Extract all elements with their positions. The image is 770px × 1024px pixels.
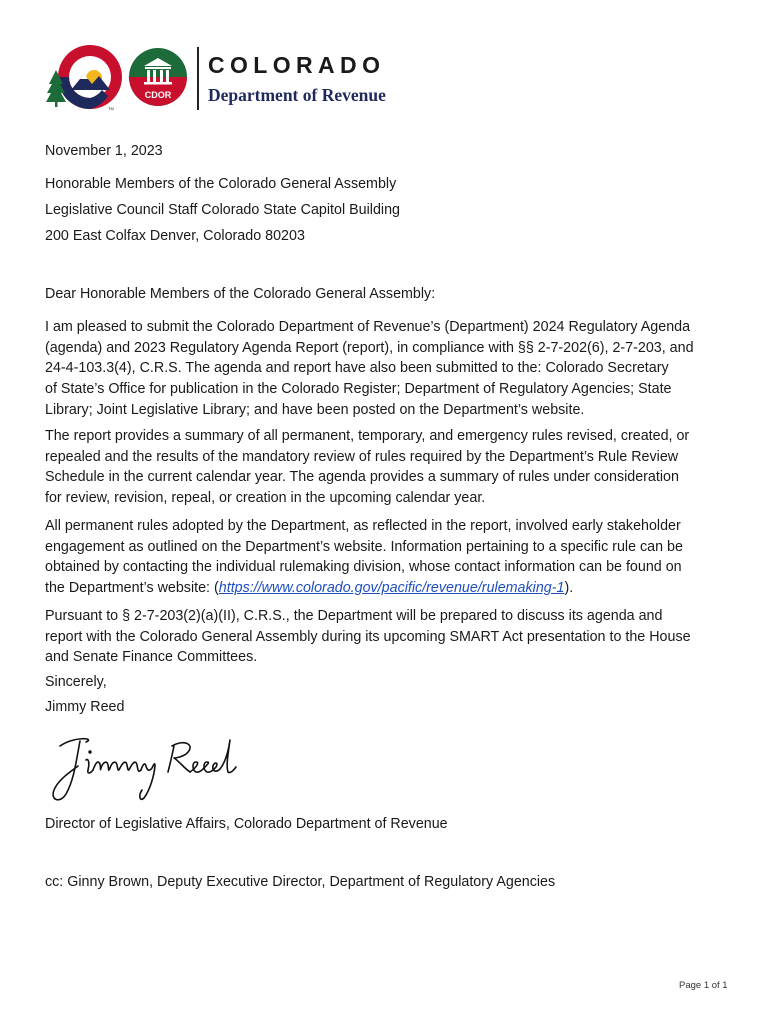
colorado-cdor-logo (44, 44, 204, 112)
link-prefix: the Department’s website: ( (45, 580, 219, 597)
signer-title: Director of Legislative Affairs, Colorado Department of Revenue (45, 816, 448, 832)
signer-name: Jimmy Reed (45, 699, 125, 715)
recipient-line-2: Legislative Council Staff Colorado State Capitol Building (45, 202, 400, 218)
paragraph-line: repealed and the results of the mandatory review of rules required by the Department’s Rule Review (45, 448, 679, 465)
brand-department-name: Department of Revenue (208, 85, 386, 105)
cdor-seal-icon (129, 48, 187, 106)
paragraph-line: obtained by contacting the individual rulemaking division, whose contact information can be found on (45, 559, 682, 576)
salutation: Dear Honorable Members of the Colorado General Assembly: (45, 286, 436, 302)
paragraph-line: 24-4-103.3(4), C.R.S. The agenda and report have also been submitted to the: Colorado Secretary (45, 360, 669, 377)
paragraph-line: All permanent rules adopted by the Department, as reflected in the report, involved early stakeholder (45, 518, 681, 534)
closing: Sincerely, (45, 674, 107, 690)
paragraph-line: The report provides a summary of all permanent, temporary, and emergency rules revised, created, or (45, 428, 690, 444)
colorado-c-logo-icon (46, 45, 122, 111)
paragraph-line: Pursuant to § 2-7-203(2)(a)(II), C.R.S., the Department will be prepared to discuss its agenda and (45, 608, 663, 624)
paragraph-line: of State’s Office for publication in the Colorado Register; Department of Regulatory Agencies; State (45, 381, 672, 398)
paragraph-line: for review, revision, repeal, or creation in the upcoming calendar year. (45, 490, 486, 507)
paragraph-line: I am pleased to submit the Colorado Department of Revenue’s (Department) 2024 Regulatory Agenda (45, 319, 691, 335)
paragraph-4 (45, 606, 735, 668)
recipient-line-1: Honorable Members of the Colorado General Assembly (45, 176, 397, 192)
page-number: Page 1 of 1 (679, 980, 728, 991)
cdor-label: CDOR (144, 90, 172, 100)
brand-state-name: COLORADO (208, 52, 386, 78)
cc-line: cc: Ginny Brown, Deputy Executive Director, Department of Regulatory Agencies (45, 874, 556, 890)
tm-mark: TM (108, 106, 114, 111)
handwritten-signature (46, 732, 266, 804)
logo-divider (197, 47, 199, 110)
paragraph-line: Schedule in the current calendar year. The agenda provides a summary of rules under consideration (45, 469, 679, 486)
rulemaking-link[interactable]: https://www.colorado.gov/pacific/revenue/rulemaking-1 (218, 580, 565, 597)
recipient-line-3: 200 East Colfax Denver, Colorado 80203 (45, 228, 305, 244)
paragraph-3 (45, 516, 735, 599)
paragraph-line: (agenda) and 2023 Regulatory Agenda Report (report), in compliance with §§ 2-7-202(6), 2-7-203, and (45, 339, 694, 356)
paragraph-line: report with the Colorado General Assembly during its upcoming SMART Act presentation to the House (45, 628, 691, 645)
paragraph-2 (45, 426, 735, 509)
paragraph-1 (45, 317, 735, 421)
paragraph-line: engagement as outlined on the Department’s website. Information pertaining to a specific rule can be (45, 538, 683, 555)
letter-date: November 1, 2023 (45, 143, 163, 159)
link-suffix: ). (564, 580, 574, 597)
paragraph-line: and Senate Finance Committees. (45, 649, 258, 666)
paragraph-line (45, 578, 735, 599)
paragraph-line: Library; Joint Legislative Library; and have been posted on the Department’s website. (45, 401, 585, 418)
